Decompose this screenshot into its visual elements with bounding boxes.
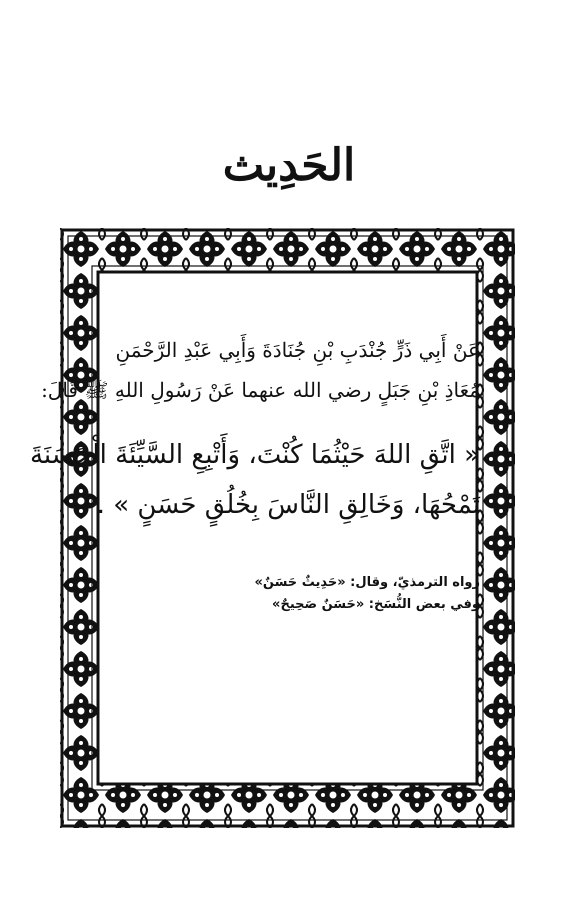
- narration-line-1: عَنْ أَبِي ذَرٍّ جُنْدَبِ بْنِ جُنَادَةَ وَأَبِي عَبْدِ الرَّحْمَنِ: [115, 338, 480, 362]
- hadith-text: [29, 430, 480, 530]
- narration-line-2: مُعَاذِ بْنِ جَبَلٍ رضي الله عنهما عَنْ رَسُولِ اللهِ ﷺ قَالَ:: [41, 378, 480, 402]
- source-line-2: وفي بعض النُّسَخ: «حَسَنٌ صَحِيحٌ»: [272, 597, 480, 612]
- hadith-line-1: « اتَّقِ اللهَ حَيْثُمَا كُنْتَ، وَأَتْبِعِ السَّيِّئَةَ الْحَسَنَةَ: [29, 440, 480, 470]
- page-title: الحَدِيث: [222, 140, 356, 191]
- hadith-panel: [29, 330, 480, 616]
- source-note: [110, 572, 480, 616]
- source-line-1: رواه الترمذيّ، وقال: «حَدِيثٌ حَسَنٌ»: [254, 575, 480, 590]
- hadith-line-2: تَمْحُهَا، وَخَالِقِ النَّاسَ بِخُلُقٍ حَسَنٍ » .: [96, 490, 480, 520]
